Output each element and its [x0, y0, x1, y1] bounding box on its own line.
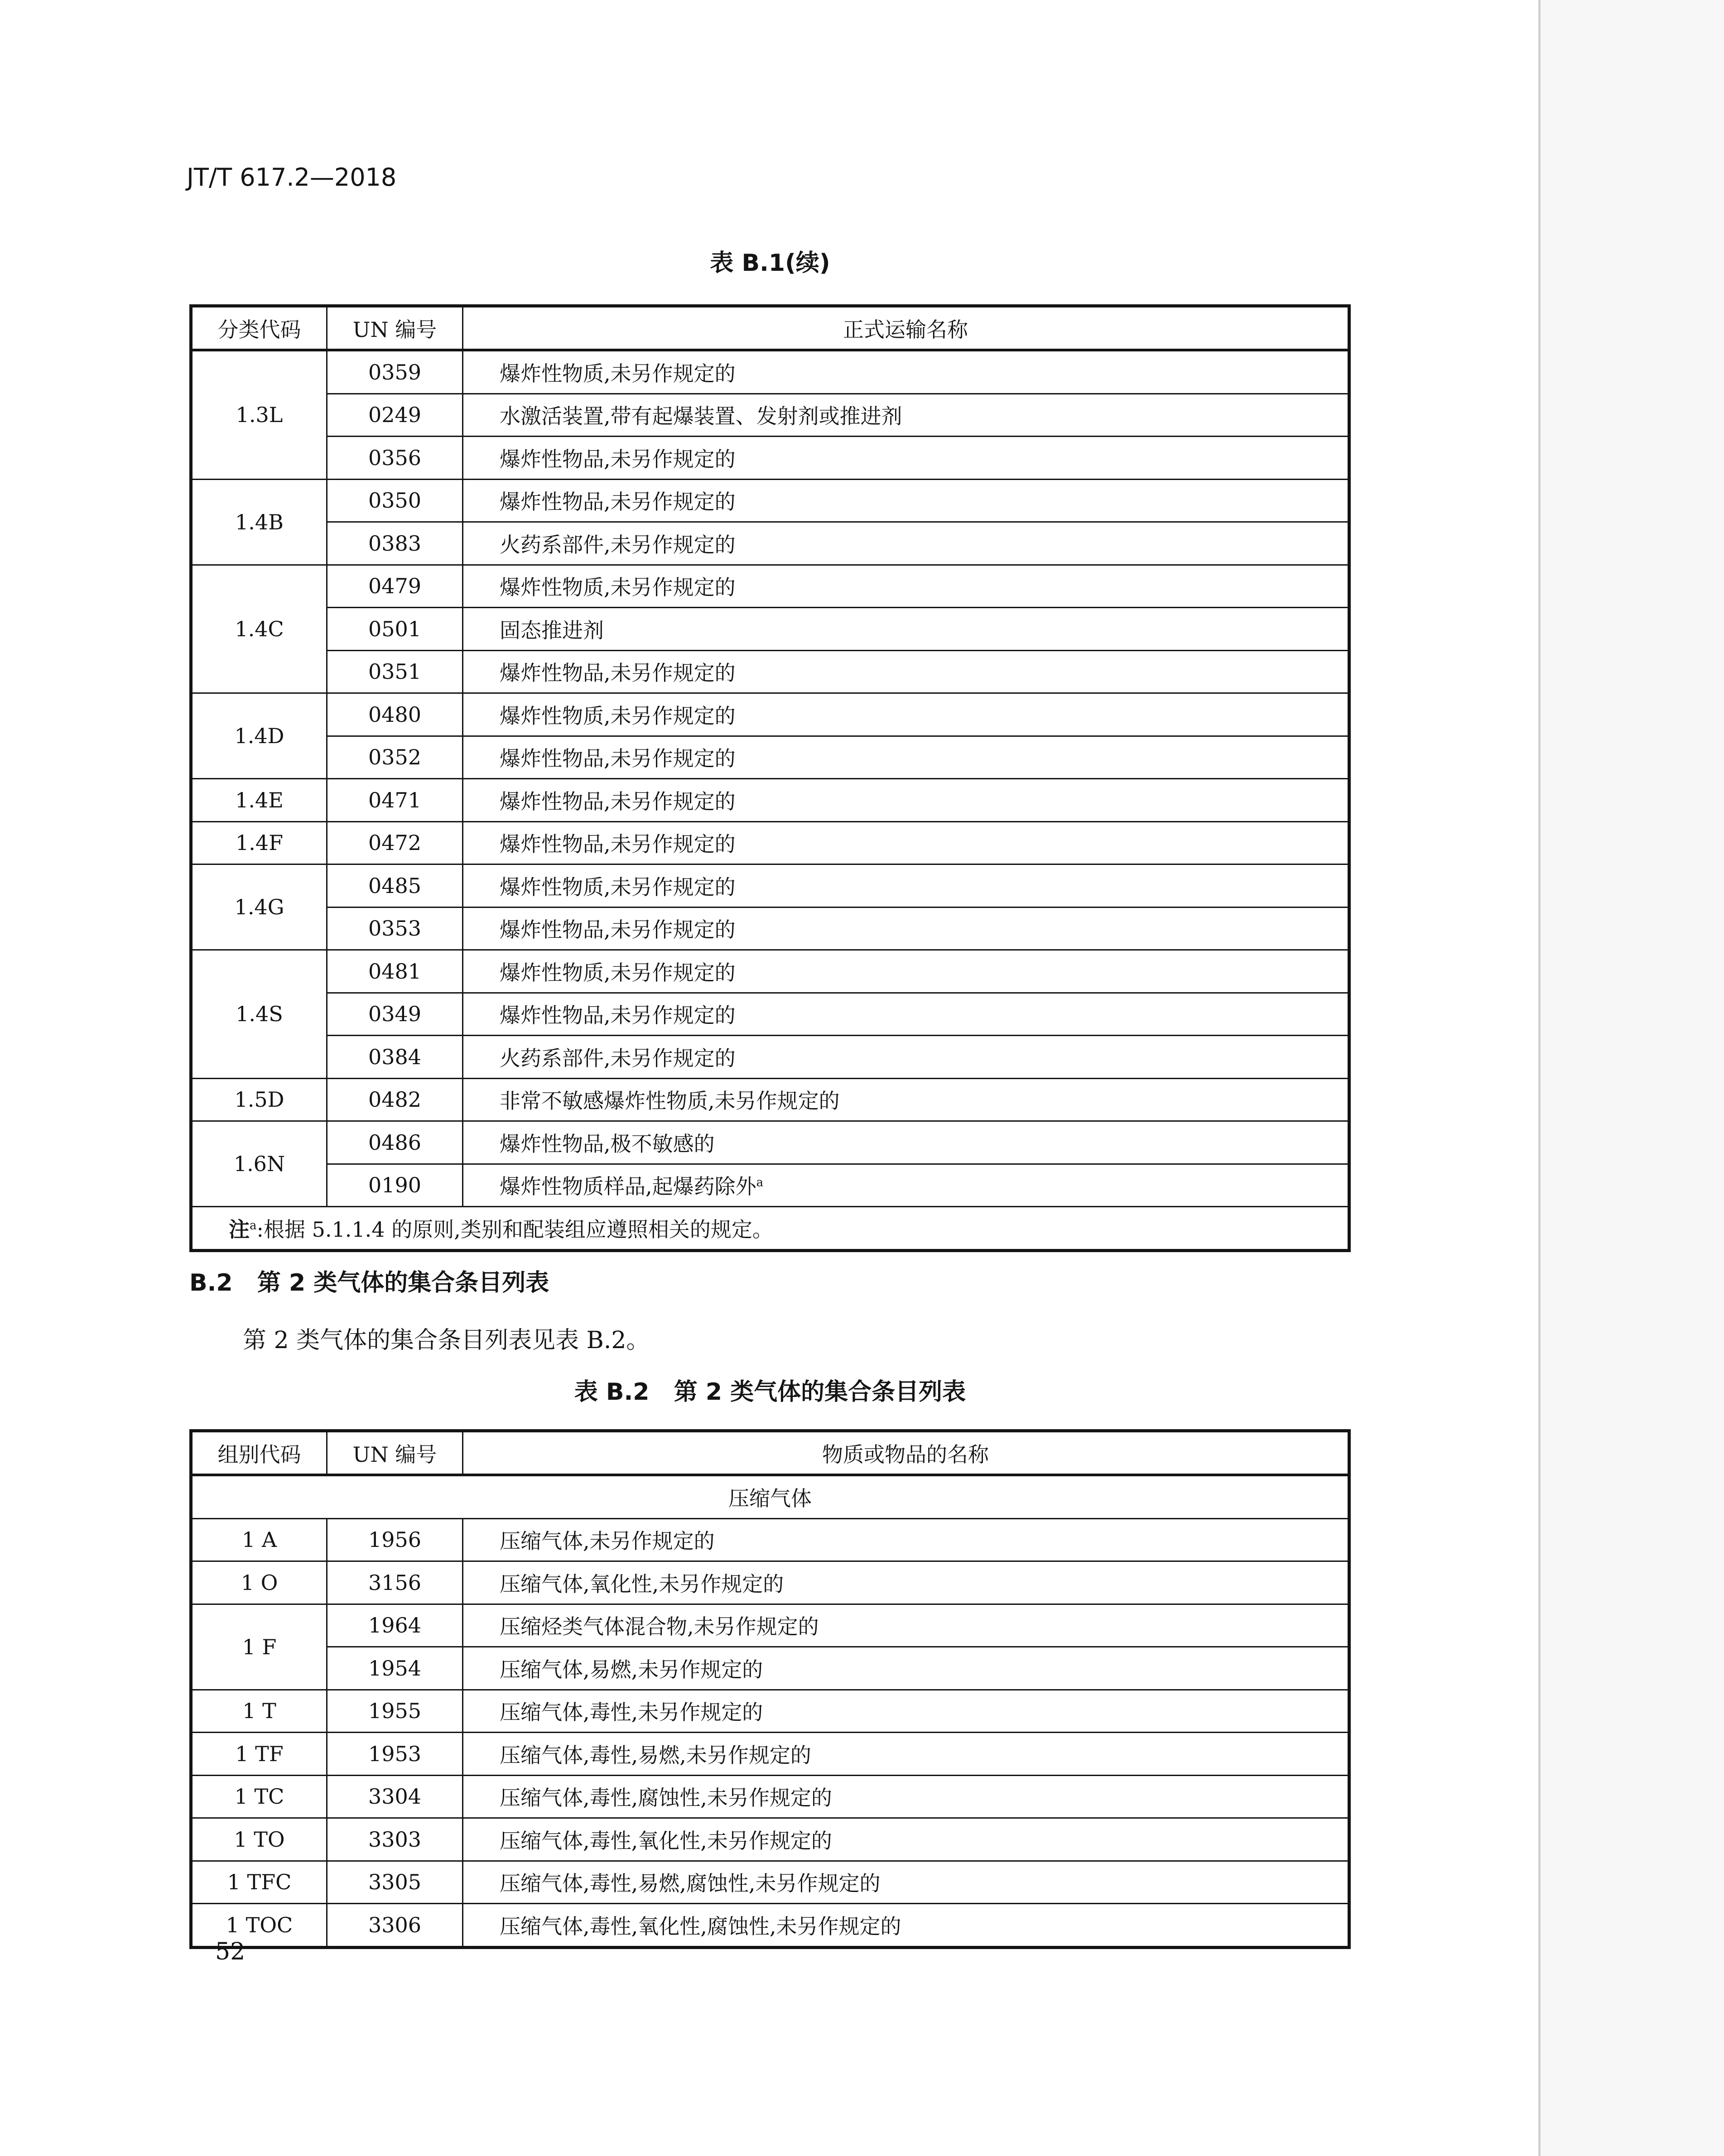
- table-row: [191, 650, 1349, 693]
- un-number-cell: 3156: [327, 1561, 463, 1604]
- name-text: 爆炸性物品,未另作规定的: [500, 661, 736, 686]
- un-number-cell: 0481: [327, 950, 463, 993]
- name-cell: [463, 1561, 1349, 1604]
- table-row: [191, 1121, 1349, 1164]
- column-header: 分类代码: [191, 306, 327, 351]
- table-row: [191, 779, 1349, 822]
- name-cell: [463, 693, 1349, 736]
- name-cell: [463, 394, 1349, 437]
- class-code-cell: 1.4C: [191, 565, 327, 693]
- name-cell: [463, 608, 1349, 651]
- column-header: 组别代码: [191, 1431, 327, 1475]
- class-code-cell: 1 F: [191, 1604, 327, 1690]
- column-header: UN 编号: [327, 1431, 463, 1475]
- name-text: 压缩气体,未另作规定的: [500, 1529, 715, 1554]
- name-cell: [463, 821, 1349, 864]
- class-code-cell: 1.5D: [191, 1078, 327, 1121]
- name-text: 爆炸性物品,极不敏感的: [500, 1131, 715, 1156]
- column-header: 正式运输名称: [463, 306, 1349, 351]
- un-number-cell: 0383: [327, 522, 463, 565]
- un-number-cell: 0356: [327, 437, 463, 480]
- name-text: 爆炸性物品,未另作规定的: [500, 746, 736, 771]
- table-row: [191, 1518, 1349, 1561]
- table-row: [191, 1818, 1349, 1861]
- name-cell: [463, 1904, 1349, 1948]
- un-number-cell: 1954: [327, 1647, 463, 1690]
- un-number-cell: 1964: [327, 1604, 463, 1647]
- table-b2-title: 表 B.2 第 2 类气体的集合条目列表: [574, 1378, 966, 1406]
- class-code-cell: 1.3L: [191, 350, 327, 479]
- gutter-divider: [1538, 0, 1541, 2156]
- name-cell: [463, 1604, 1349, 1647]
- class-code-cell: 1 O: [191, 1561, 327, 1604]
- name-text: 爆炸性物质,未另作规定的: [500, 874, 736, 899]
- name-text: 爆炸性物质样品,起爆药除外: [500, 1174, 756, 1199]
- name-text: 爆炸性物质,未另作规定的: [500, 703, 736, 728]
- table-b1: [189, 304, 1351, 1252]
- un-number-cell: 0472: [327, 821, 463, 864]
- table-header-row: [191, 306, 1349, 351]
- un-number-cell: 0471: [327, 779, 463, 822]
- name-cell: [463, 950, 1349, 993]
- footnote-mark: a: [756, 1176, 764, 1190]
- section-heading: B.2 第 2 类气体的集合条目列表: [189, 1269, 549, 1296]
- name-cell: [463, 907, 1349, 950]
- name-cell: [463, 350, 1349, 394]
- un-number-cell: 0485: [327, 864, 463, 908]
- page-number: 52: [215, 1938, 246, 1965]
- name-text: 爆炸性物品,未另作规定的: [500, 917, 736, 942]
- table-row: [191, 1164, 1349, 1207]
- name-cell: [463, 864, 1349, 908]
- un-number-cell: 0249: [327, 394, 463, 437]
- name-cell: [463, 1647, 1349, 1690]
- table-row: [191, 821, 1349, 864]
- column-header: UN 编号: [327, 306, 463, 351]
- table-row: [191, 693, 1349, 736]
- table-row: [191, 864, 1349, 908]
- un-number-cell: 1953: [327, 1733, 463, 1776]
- table-row: [191, 907, 1349, 950]
- name-text: 爆炸性物品,未另作规定的: [500, 789, 736, 814]
- table-b2: [189, 1429, 1351, 1949]
- un-number-cell: 0486: [327, 1121, 463, 1164]
- name-cell: [463, 1733, 1349, 1776]
- table-row: [191, 736, 1349, 779]
- class-code-cell: 1.4S: [191, 950, 327, 1079]
- name-text: 压缩烃类气体混合物,未另作规定的: [500, 1614, 819, 1639]
- un-number-cell: 0190: [327, 1164, 463, 1207]
- table-row: [191, 437, 1349, 480]
- un-number-cell: 0480: [327, 693, 463, 736]
- name-text: 压缩气体,毒性,易燃,未另作规定的: [500, 1743, 811, 1767]
- class-code-cell: 1.4B: [191, 479, 327, 565]
- table-note: [191, 1207, 1349, 1251]
- table-note-row: [191, 1207, 1349, 1251]
- class-code-cell: 1 T: [191, 1690, 327, 1733]
- name-text: 爆炸性物品,未另作规定的: [500, 447, 736, 471]
- table-row: [191, 1904, 1349, 1948]
- un-number-cell: 0353: [327, 907, 463, 950]
- un-number-cell: 0384: [327, 1036, 463, 1079]
- table-row: [191, 394, 1349, 437]
- name-text: 压缩气体,毒性,氧化性,腐蚀性,未另作规定的: [500, 1914, 901, 1939]
- un-number-cell: 1956: [327, 1518, 463, 1561]
- table-row: [191, 1690, 1349, 1733]
- column-header: 物质或物品的名称: [463, 1431, 1349, 1475]
- name-text: 压缩气体,毒性,未另作规定的: [500, 1700, 763, 1725]
- table-row: [191, 1647, 1349, 1690]
- name-cell: [463, 1518, 1349, 1561]
- table-row: [191, 993, 1349, 1036]
- table-row: [191, 1078, 1349, 1121]
- name-text: 水激活装置,带有起爆装置、发射剂或推进剂: [500, 404, 902, 429]
- right-page-gutter: [1538, 0, 1724, 2156]
- name-text: 压缩气体,易燃,未另作规定的: [500, 1657, 763, 1682]
- table-row: [191, 950, 1349, 993]
- name-text: 爆炸性物品,未另作规定的: [500, 490, 736, 514]
- name-cell: [463, 479, 1349, 522]
- class-code-cell: 1 TC: [191, 1775, 327, 1818]
- table-row: [191, 350, 1349, 394]
- un-number-cell: 0479: [327, 565, 463, 608]
- name-text: 爆炸性物质,未另作规定的: [500, 960, 736, 985]
- name-text: 固态推进剂: [500, 618, 604, 643]
- class-code-cell: 1 TFC: [191, 1861, 327, 1904]
- name-text: 爆炸性物质,未另作规定的: [500, 361, 736, 386]
- name-text: 爆炸性物品,未另作规定的: [500, 832, 736, 857]
- name-text: 爆炸性物质,未另作规定的: [500, 575, 736, 600]
- name-cell: [463, 1036, 1349, 1079]
- table-b1-title: 表 B.1(续): [710, 250, 830, 277]
- standard-number: JT/T 617.2—2018: [187, 163, 397, 192]
- name-text: 非常不敏感爆炸性物质,未另作规定的: [500, 1089, 840, 1114]
- class-code-cell: 1.4E: [191, 779, 327, 822]
- class-code-cell: 1.4G: [191, 864, 327, 950]
- table-row: [191, 565, 1349, 608]
- name-cell: [463, 522, 1349, 565]
- name-text: 爆炸性物品,未另作规定的: [500, 1003, 736, 1028]
- un-number-cell: 0359: [327, 350, 463, 394]
- table-row: [191, 1775, 1349, 1818]
- un-number-cell: 0349: [327, 993, 463, 1036]
- name-cell: [463, 1164, 1349, 1207]
- name-text: 火药系部件,未另作规定的: [500, 532, 736, 557]
- note-label: 注: [229, 1217, 250, 1242]
- name-cell: [463, 650, 1349, 693]
- table-row: [191, 522, 1349, 565]
- un-number-cell: 3303: [327, 1818, 463, 1861]
- un-number-cell: 3304: [327, 1775, 463, 1818]
- note-footnote-mark: a: [250, 1219, 257, 1233]
- name-cell: [463, 1121, 1349, 1164]
- name-cell: [463, 565, 1349, 608]
- table-row: [191, 1733, 1349, 1776]
- un-number-cell: 0350: [327, 479, 463, 522]
- name-cell: [463, 1818, 1349, 1861]
- class-code-cell: 1 TF: [191, 1733, 327, 1776]
- class-code-cell: 1 A: [191, 1518, 327, 1561]
- table-subheading-row: [191, 1475, 1349, 1518]
- table-b2-body: [191, 1475, 1349, 1947]
- un-number-cell: 1955: [327, 1690, 463, 1733]
- class-code-cell: 1.4D: [191, 693, 327, 779]
- name-cell: [463, 736, 1349, 779]
- name-cell: [463, 437, 1349, 480]
- name-cell: [463, 779, 1349, 822]
- table-row: [191, 1861, 1349, 1904]
- un-number-cell: 0352: [327, 736, 463, 779]
- name-text: 压缩气体,氧化性,未另作规定的: [500, 1571, 784, 1596]
- name-cell: [463, 993, 1349, 1036]
- un-number-cell: 0351: [327, 650, 463, 693]
- class-code-cell: 1 TO: [191, 1818, 327, 1861]
- class-code-cell: 1 TOC: [191, 1904, 327, 1948]
- class-code-cell: 1.4F: [191, 821, 327, 864]
- name-text: 火药系部件,未另作规定的: [500, 1046, 736, 1071]
- name-cell: [463, 1775, 1349, 1818]
- table-subheading: 压缩气体: [191, 1475, 1349, 1518]
- table-row: [191, 479, 1349, 522]
- name-cell: [463, 1078, 1349, 1121]
- name-text: 压缩气体,毒性,腐蚀性,未另作规定的: [500, 1786, 832, 1810]
- name-text: 压缩气体,毒性,易燃,腐蚀性,未另作规定的: [500, 1871, 881, 1896]
- table-row: [191, 1036, 1349, 1079]
- un-number-cell: 3306: [327, 1904, 463, 1948]
- un-number-cell: 0482: [327, 1078, 463, 1121]
- un-number-cell: 0501: [327, 608, 463, 651]
- note-text: :根据 5.1.1.4 的原则,类别和配装组应遵照相关的规定。: [256, 1217, 773, 1242]
- table-row: [191, 608, 1349, 651]
- table-b1-body: [191, 350, 1349, 1207]
- name-cell: [463, 1861, 1349, 1904]
- table-row: [191, 1604, 1349, 1647]
- table-header-row: [191, 1431, 1349, 1475]
- class-code-cell: 1.6N: [191, 1121, 327, 1207]
- body-paragraph: 第 2 类气体的集合条目列表见表 B.2。: [243, 1327, 650, 1354]
- table-row: [191, 1561, 1349, 1604]
- name-text: 压缩气体,毒性,氧化性,未另作规定的: [500, 1828, 832, 1853]
- name-cell: [463, 1690, 1349, 1733]
- un-number-cell: 3305: [327, 1861, 463, 1904]
